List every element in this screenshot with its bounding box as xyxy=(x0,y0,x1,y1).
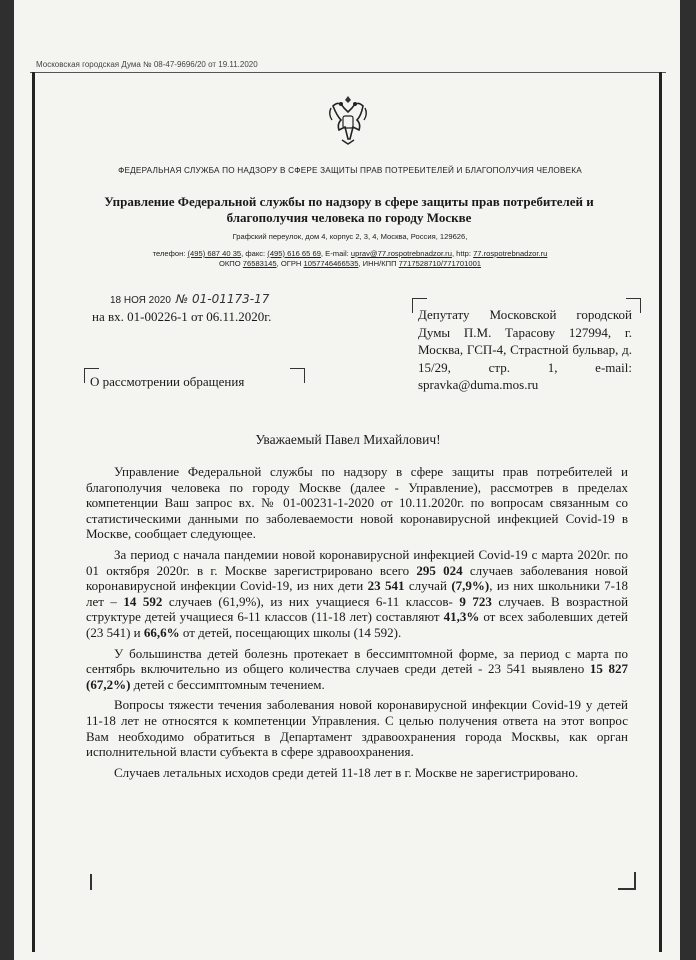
bottom-bracket-right xyxy=(618,872,636,890)
share-of-pupils: 66,6% xyxy=(143,624,180,640)
okpo-value: 76583145 xyxy=(242,259,277,268)
website-link[interactable]: 77.rospotrebnadzor.ru xyxy=(473,249,548,258)
bottom-bracket-left xyxy=(90,874,92,890)
p2-text-g: от всех заболевших детей (23 541) и xyxy=(86,609,628,640)
p3-text-b: детей с бессимптомным течением. xyxy=(130,676,325,692)
right-margin-line xyxy=(659,72,662,952)
salutation: Уважаемый Павел Михайлович! xyxy=(255,432,441,447)
registration-header-note: Московская городская Дума № 08-47-9696/20 от 19.11.2020 xyxy=(36,60,258,69)
agency-name: ФЕДЕРАЛЬНАЯ СЛУЖБА ПО НАДЗОРУ В СФЕРЕ ЗАЩИТЫ ПРАВ ПОТРЕБИТЕЛЕЙ И БЛАГОПОЛУЧИЯ ЧЕЛОВЕКА xyxy=(118,166,582,175)
share-of-children: 41,3% xyxy=(443,609,480,625)
fax-number: (495) 616 65 69 xyxy=(267,249,321,258)
left-margin-line xyxy=(32,72,35,952)
paragraph-2 xyxy=(86,547,628,641)
children-cases: 23 541 xyxy=(367,578,405,594)
scan-edge-left xyxy=(0,0,14,960)
letter-body xyxy=(86,464,628,785)
p2-text-f: случаев. В возрастной структуре детей учащиеся 6-11 классов (11-18 лет) составляют xyxy=(86,593,629,625)
inn-label: ИНН/КПП xyxy=(362,259,397,268)
asymptomatic-count: 15 827 xyxy=(589,661,629,677)
paragraph-1: Управление Федеральной службы по надзору в сфере защиты прав потребителей и благополучия человека по городу Москве (далее - Управление), рассмотрев в пределах компетенции Ваш запрос вх. № 01-00231-1-2020 от 10.11.2020г. по вопросам связанным со статистическими данными по заболеваемости новой коронавирусной инфекцией Covid-19 в Москве, сообщает следующее. xyxy=(86,464,628,542)
registration-date-stamp: 18 НОЯ 2020 xyxy=(110,295,171,306)
header-rule xyxy=(30,72,666,73)
email-link[interactable]: uprav@77.rospotrebnadzor.ru xyxy=(350,249,452,258)
letter-subject: О рассмотрении обращения xyxy=(90,374,245,389)
p2-text-b: случаев заболевания новой коронавирусной инфекции Covid-19, из них дети xyxy=(86,562,628,594)
coat-of-arms-icon xyxy=(325,92,371,148)
ogrn-label: ОГРН xyxy=(280,259,302,268)
email-label: E-mail: xyxy=(325,249,349,258)
p2-text-c: случай xyxy=(404,578,452,594)
okpo-label: ОКПО xyxy=(218,259,241,268)
ogrn-value: 1057746466535 xyxy=(303,259,359,268)
p2-text-d: , из них школьники 7-18 лет – xyxy=(86,578,629,609)
children-percent: (7,9%) xyxy=(451,578,490,594)
http-label: http: xyxy=(456,249,471,258)
contacts-line-2: ОКПО 76583145, ОГРН 1057746466535, ИНН/КПП 7717528710/771701001 xyxy=(218,259,482,268)
subject-bracket-right xyxy=(290,368,305,383)
paragraph-5: Случаев летальных исходов среди детей 11-18 лет в г. Москве не зарегистрировано. xyxy=(114,764,579,780)
total-cases: 295 024 xyxy=(416,562,463,578)
phone-number: (495) 687 40 35 xyxy=(187,249,242,258)
scan-edge-right xyxy=(680,0,696,960)
asymptomatic-percent: (67,2%) xyxy=(86,676,131,692)
p3-text-a: У большинства детей болезнь протекает в бессимптомной форме, за период с марта по сентябрь включительно из общего количества случаев среди детей - 23 541 выявлено xyxy=(86,645,628,677)
addressee-block: Депутату Московской городской Думы П.М. Тарасову 127994, г. Москва, ГСП-4, Страстной бульвар, д. 15/29, стр. 1, e-mail: spravka@duma.mos.ru xyxy=(418,307,632,392)
phone-label: телефон: xyxy=(152,249,186,258)
fax-label: факс: xyxy=(245,249,266,258)
contacts-line-1: телефон: (495) 687 40 35, факс: (495) 616 65 69, E-mail: uprav@77.rospotrebnadzor.ru, http: 77.rospotrebnadzor.ru xyxy=(152,249,548,258)
inn-value: 7717528710/771701001 xyxy=(398,259,482,268)
incoming-reference: на вх. 01-00226-1 от 06.11.2020г. xyxy=(92,309,272,324)
paragraph-3 xyxy=(86,646,628,693)
grade-6-11-cases: 9 723 xyxy=(459,593,492,609)
p2-text-a: За период с начала пандемии новой коронавирусной инфекцией Covid-19 с марта 2020г. по 01 октября 2020г. в г. Москве зарегистрировано всего xyxy=(86,546,628,578)
p2-text-e: случаев (61,9%), из них учащиеся 6-11 классов- xyxy=(162,593,460,609)
paragraph-4: Вопросы тяжести течения заболевания новой коронавирусной инфекции Covid-19 у детей 11-18 лет не относятся к компетенции Управления. С целью получения ответа на этот вопрос Вам необходимо обратиться в Департамент здравоохранения города Москвы, как орган исполнительной власти субъекта в сфере здравоохранения. xyxy=(86,697,628,760)
outgoing-registration xyxy=(110,292,269,306)
p2-text-h: от детей, посещающих школы (14 592). xyxy=(179,624,402,640)
pupil-cases: 14 592 xyxy=(123,593,163,609)
handwritten-number: № 01-01173-17 xyxy=(175,292,270,306)
department-name: Управление Федеральной службы по надзору в сфере защиты прав потребителей и благополучия человека по городу Москве xyxy=(104,194,594,225)
department-contacts xyxy=(70,249,630,269)
department-address: Графский переулок, дом 4, корпус 2, 3, 4, Москва, Россия, 129626, xyxy=(232,232,468,241)
